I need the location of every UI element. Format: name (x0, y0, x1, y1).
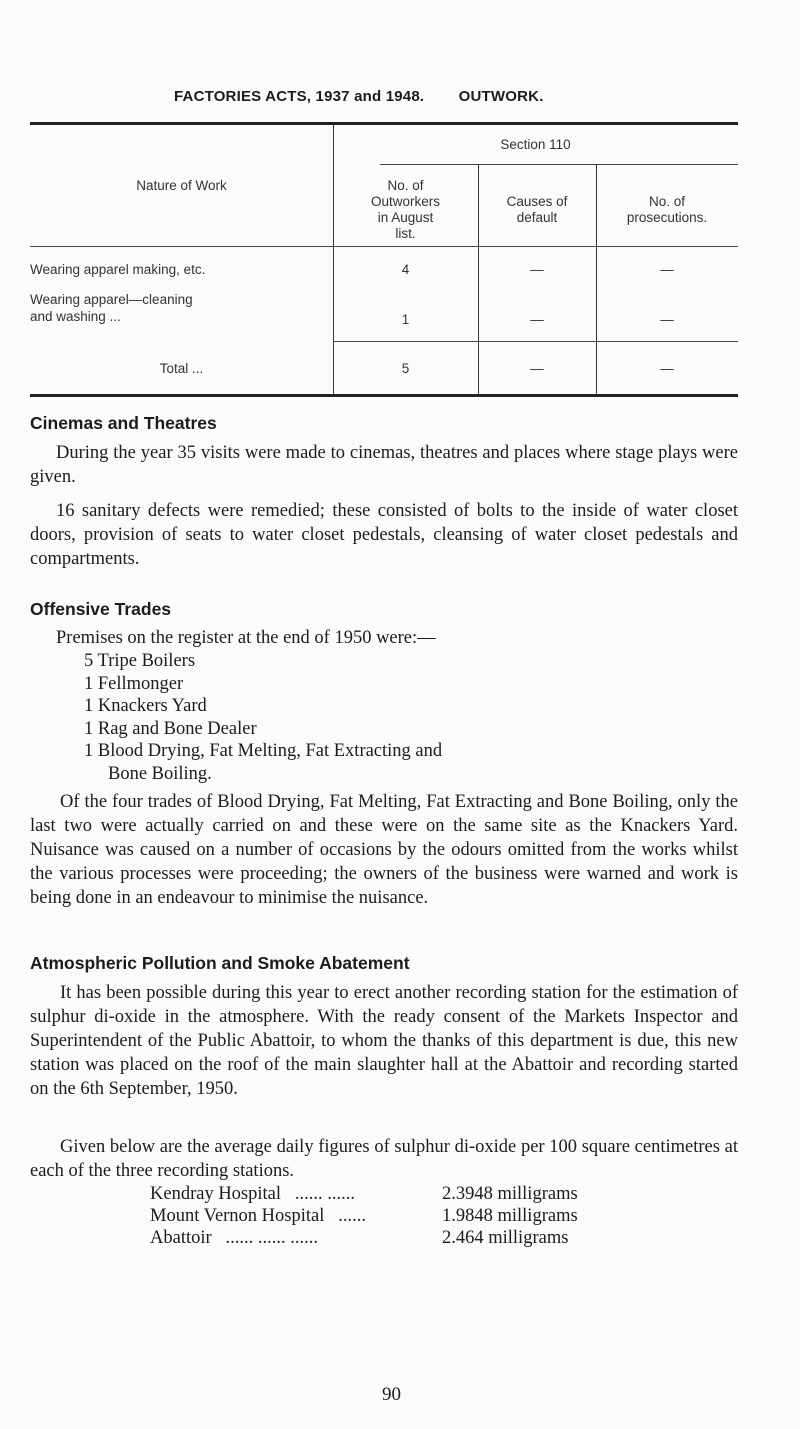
station-value: 1.9848 milligrams (442, 1206, 578, 1226)
col-outworkers-header: No. of Outworkers in August list. (370, 178, 441, 241)
offensive-intro: Premises on the register at the end of 1950 were:— (56, 628, 436, 648)
list-item: 1 Fellmonger (84, 673, 184, 694)
col-causes-header: Causes of default (506, 194, 568, 225)
station-row (150, 1227, 578, 1249)
list-item: 5 Tripe Boilers (84, 651, 196, 671)
table-rule (333, 341, 738, 342)
table-row-nature: Wearing apparel—cleaning (30, 292, 193, 307)
section-header: Section 110 (500, 137, 571, 152)
page-number: 90 (382, 1384, 401, 1405)
total-label: Total ... (159, 361, 204, 376)
atmospheric-paragraph-1: It has been possible during this year to erect another recording station for the estimation of sulphur di-oxide in the atmosphere. With the ready consent of the Markets Inspector and Superintendent of the Public Abattoir, to whom the thanks of this department is due, this new station was placed on the roof of the main slaughter hall at the Abattoir and recording started on the 6th September, 1950. (30, 983, 738, 1099)
list-item: 1 Rag and Bone Dealer (84, 718, 257, 739)
offensive-trades-title: Offensive Trades (30, 599, 172, 619)
total-prosecutions: — (660, 361, 674, 376)
offensive-paragraph-2: Of the four trades of Blood Drying, Fat Melting, Fat Extracting and Bone Boiling, only the last two were actually carried on and these were on the same site as the Knackers Yard. Nuisance was caused on a number of occasions by the odours omitted from the works whilst the various processes were proceeding; the owners of the business were warned and work is being done in an endeavour to minimise the nuisance. (30, 792, 738, 908)
station-row (150, 1205, 578, 1227)
atmospheric-paragraph-2: Given below are the average daily figures of sulphur di-oxide per 100 square centimetres at each of the three recording stations. (30, 1137, 738, 1181)
table-row-outworkers: 1 (401, 312, 410, 327)
station-name: Abattoir ...... ...... ...... (150, 1228, 319, 1248)
heading-outwork: OUTWORK. (458, 88, 544, 105)
list-item-continued: Bone Boiling. (108, 763, 212, 784)
table-row-causes: — (530, 262, 544, 277)
total-outworkers: 5 (401, 361, 410, 376)
table-row-outworkers: 4 (401, 262, 410, 277)
heading-acts: FACTORIES ACTS, 1937 and 1948. (174, 88, 425, 105)
table-rule (30, 246, 738, 247)
col-prosecutions-header: No. of prosecutions. (626, 194, 708, 225)
outwork-table (30, 122, 738, 397)
table-rule (380, 164, 738, 165)
station-name: Kendray Hospital ...... ...... (150, 1184, 356, 1204)
cinemas-title: Cinemas and Theatres (30, 413, 217, 433)
table-row-nature: Wearing apparel making, etc. (30, 262, 206, 277)
total-causes: — (530, 361, 544, 376)
page-heading (174, 88, 544, 105)
cinemas-paragraph-2: 16 sanitary defects were remedied; these consisted of bolts to the inside of water closet doors, provision of seats to water closet pedestals, cleansing of water closet pedestals and compartments. (30, 501, 738, 569)
station-name: Mount Vernon Hospital ...... (150, 1206, 367, 1226)
table-bottom-rule (30, 394, 738, 397)
station-value: 2.3948 milligrams (442, 1184, 578, 1204)
station-value: 2.464 milligrams (442, 1228, 569, 1248)
list-item: 1 Knackers Yard (84, 696, 207, 716)
table-top-rule (30, 122, 738, 125)
station-readings (150, 1183, 578, 1249)
atmospheric-title: Atmospheric Pollution and Smoke Abatement (30, 953, 410, 973)
station-row (150, 1183, 578, 1205)
table-row-causes: — (530, 312, 544, 327)
table-divider (333, 125, 334, 394)
table-row-prosecutions: — (660, 312, 674, 327)
cinemas-paragraph-1: During the year 35 visits were made to cinemas, theatres and places where stage plays were given. (30, 443, 738, 487)
table-row-nature-cont: and washing ... (30, 309, 121, 324)
col-nature-header: Nature of Work (136, 178, 227, 193)
list-item: 1 Blood Drying, Fat Melting, Fat Extracting and (84, 741, 443, 761)
offensive-list (84, 650, 442, 785)
table-row-prosecutions: — (660, 262, 674, 277)
